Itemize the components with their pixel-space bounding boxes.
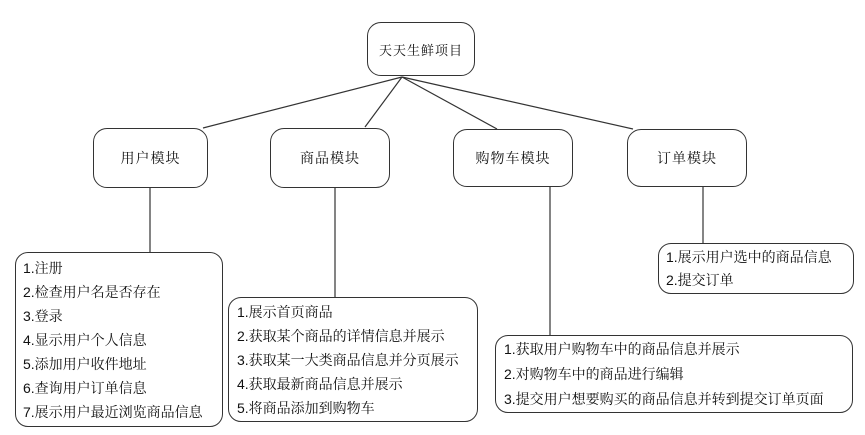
node-order-features[interactable]	[658, 243, 854, 294]
feature-item: 6.查询用户订单信息	[23, 379, 147, 396]
node-module-order-label: 订单模块	[657, 150, 717, 166]
edge-root-cart	[402, 77, 497, 129]
node-module-user[interactable]	[93, 128, 208, 188]
edge-root-order	[402, 77, 633, 129]
feature-item: 2.提交订单	[666, 271, 734, 288]
node-cart-features[interactable]	[495, 335, 853, 413]
node-module-order[interactable]	[627, 129, 747, 187]
node-module-cart-label: 购物车模块	[475, 150, 551, 166]
node-goods-features[interactable]	[228, 297, 478, 422]
node-user-features[interactable]	[15, 252, 223, 427]
node-module-user-label: 用户模块	[120, 150, 181, 166]
node-root[interactable]	[367, 22, 475, 76]
feature-item: 3.提交用户想要购买的商品信息并转到提交订单页面	[504, 390, 824, 407]
feature-item: 3.登录	[23, 307, 63, 324]
feature-item: 1.获取用户购物车中的商品信息并展示	[504, 340, 740, 357]
edge-root-user	[203, 77, 402, 128]
feature-item: 5.将商品添加到购物车	[237, 399, 375, 416]
feature-item: 2.获取某个商品的详情信息并展示	[237, 327, 445, 344]
feature-item: 5.添加用户收件地址	[23, 355, 147, 372]
feature-item: 7.展示用户最近浏览商品信息	[23, 403, 203, 420]
feature-item: 1.注册	[23, 259, 63, 276]
node-module-cart[interactable]	[453, 129, 573, 187]
feature-item: 4.获取最新商品信息并展示	[237, 375, 403, 392]
feature-item: 2.检查用户名是否存在	[23, 283, 161, 300]
node-root-label: 天天生鲜项目	[378, 42, 463, 58]
feature-item: 4.显示用户个人信息	[23, 331, 147, 348]
feature-item: 1.展示用户选中的商品信息	[666, 248, 832, 265]
feature-item: 1.展示首页商品	[237, 303, 333, 320]
node-module-goods-label: 商品模块	[300, 150, 360, 166]
feature-item: 3.获取某一大类商品信息并分页展示	[237, 351, 459, 368]
feature-item: 2.对购物车中的商品进行编辑	[504, 365, 684, 382]
node-module-goods[interactable]	[270, 128, 390, 188]
